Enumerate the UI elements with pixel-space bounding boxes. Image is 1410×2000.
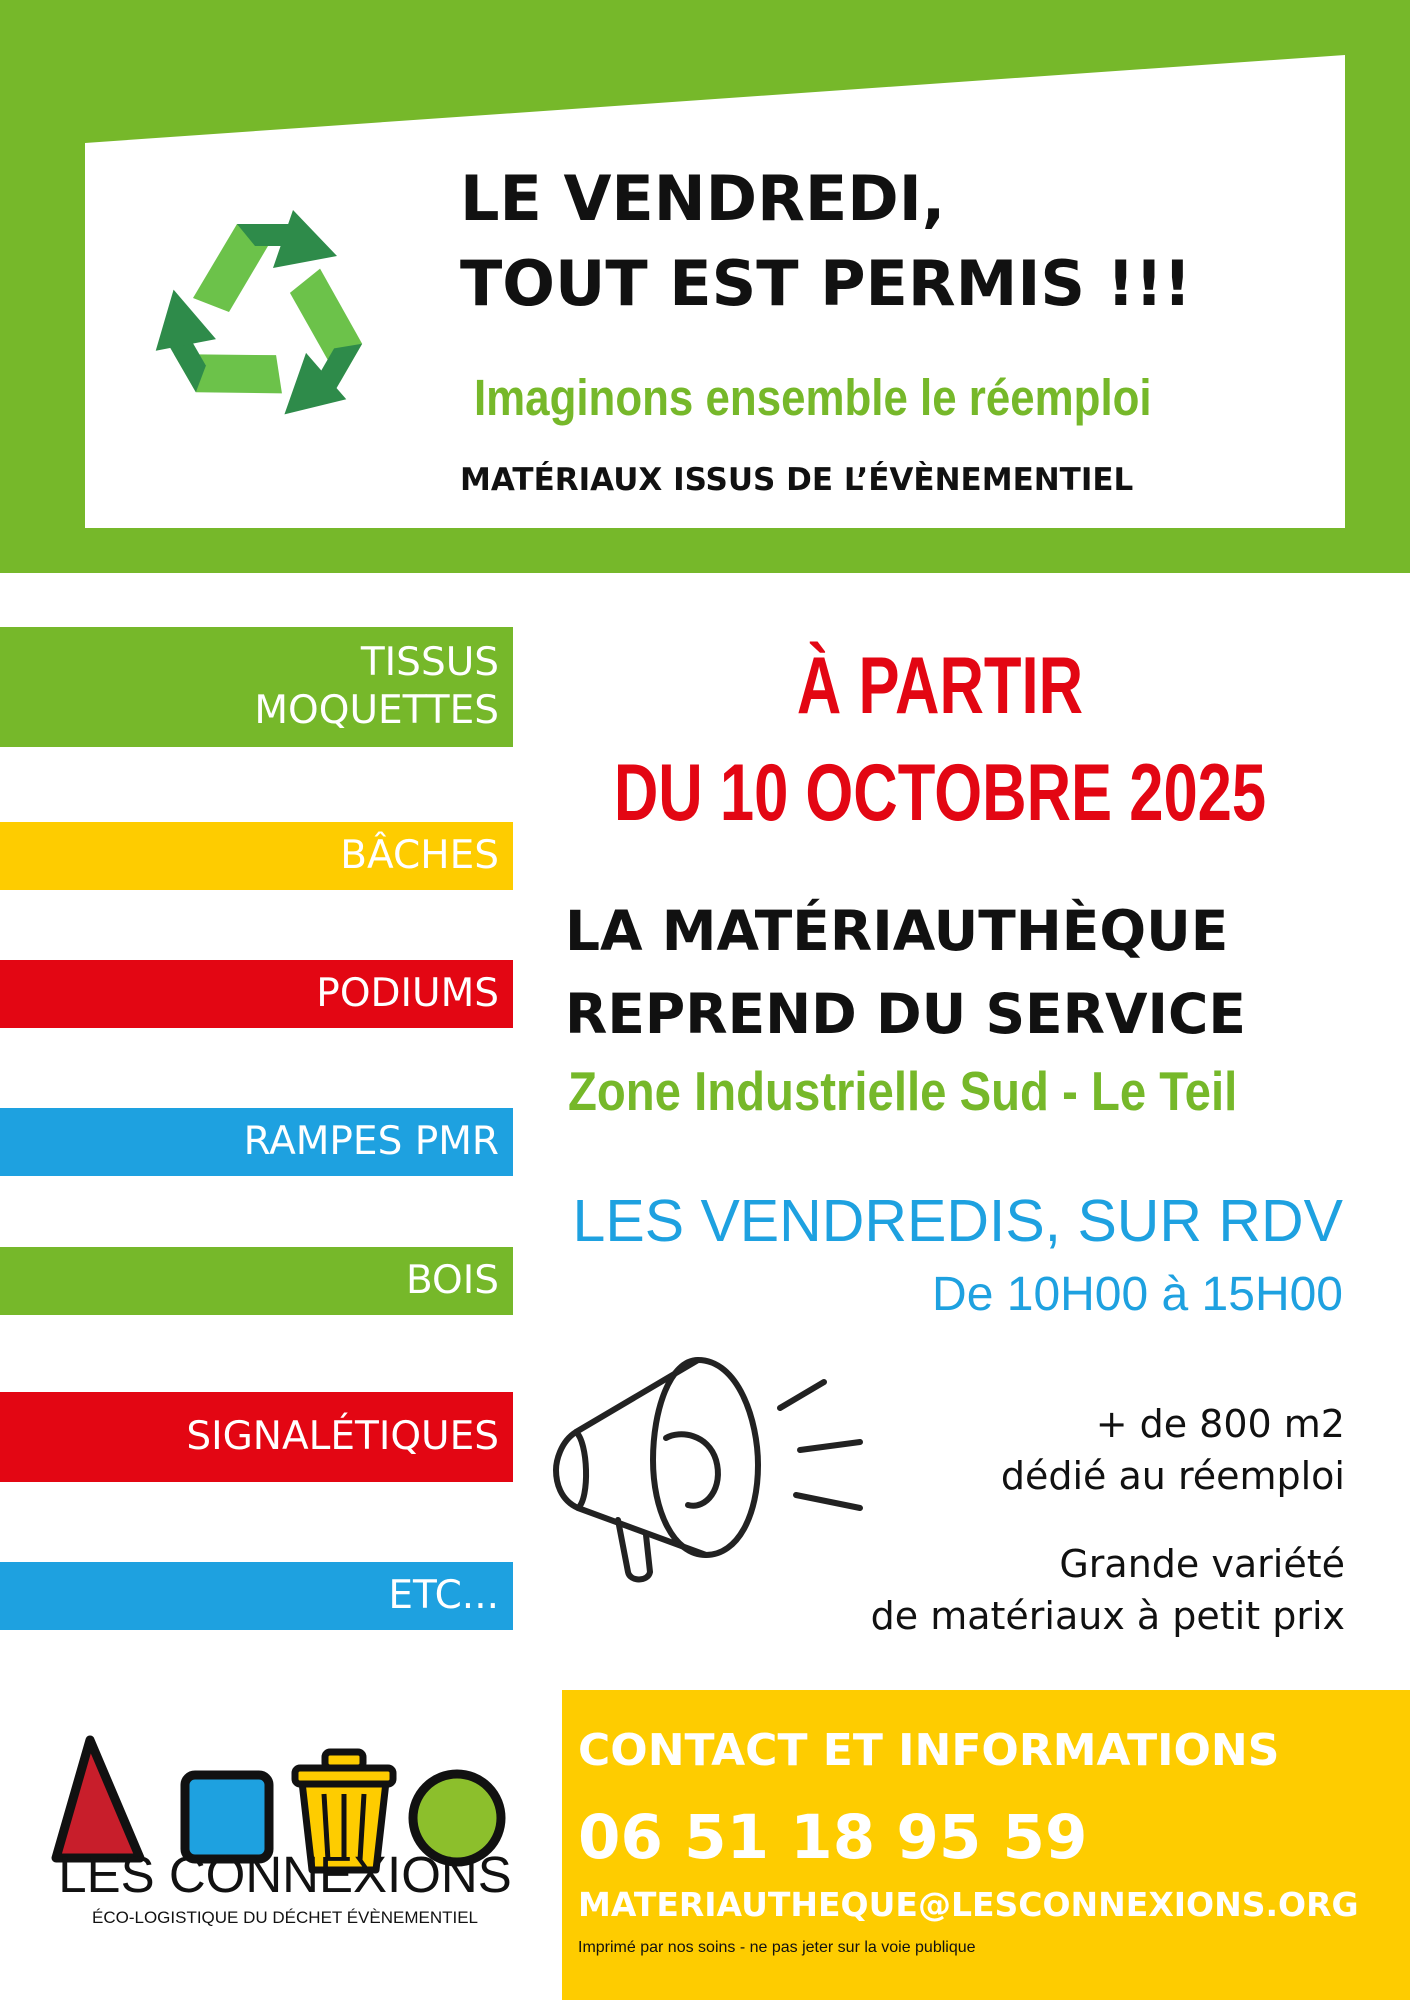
- category-label: MOQUETTES: [254, 688, 499, 733]
- category-bar-tissus: [0, 627, 513, 747]
- category-bar-etc: [0, 1562, 513, 1630]
- footer-note: Imprimé par nos soins - ne pas jeter sur la voie publique: [578, 1939, 976, 1956]
- category-bar-baches: [0, 822, 513, 890]
- contact-phone[interactable]: 06 51 18 95 59: [578, 1802, 1088, 1873]
- category-bar-rampes: [0, 1108, 513, 1176]
- contact-email[interactable]: MATERIAUTHEQUE@LESCONNEXIONS.ORG: [578, 1885, 1359, 1924]
- variety-info: Grande variété: [1059, 1542, 1345, 1586]
- opening-hours: De 10H00 à 15H00: [932, 1268, 1343, 1321]
- category-label: BÂCHES: [340, 833, 499, 878]
- category-label: PODIUMS: [316, 971, 499, 1016]
- recycle-icon: [130, 185, 400, 455]
- materials-source-line: MATÉRIAUX ISSUS DE L’ÉVÈNEMENTIEL: [460, 462, 1134, 498]
- category-label: RAMPES PMR: [243, 1119, 499, 1164]
- service-line-2: REPREND DU SERVICE: [565, 982, 1246, 1046]
- start-date-line-1: À PARTIR: [796, 641, 1084, 731]
- headline-line-1: LE VENDREDI,: [460, 162, 946, 235]
- start-date-line-2: DU 10 OCTOBRE 2025: [613, 748, 1267, 838]
- category-bar-bois: [0, 1247, 513, 1315]
- surface-info: + de 800 m2: [1095, 1402, 1345, 1446]
- category-label: SIGNALÉTIQUES: [186, 1414, 499, 1459]
- les-connexions-logo: [50, 1685, 520, 1945]
- location: Zone Industrielle Sud - Le Teil: [568, 1060, 1238, 1122]
- logo-name: LES CONNEXIONS: [58, 1846, 512, 1903]
- category-label: BOIS: [405, 1258, 499, 1303]
- headline-line-2: TOUT EST PERMIS !!!: [460, 247, 1192, 320]
- category-bar-signaletiques: [0, 1392, 513, 1482]
- category-bar-podiums: [0, 960, 513, 1028]
- subline: Imaginons ensemble le réemploi: [474, 369, 1152, 426]
- variety-info-detail: de matériaux à petit prix: [870, 1594, 1345, 1638]
- category-label: TISSUS: [360, 640, 499, 685]
- surface-info-detail: dédié au réemploi: [1000, 1454, 1345, 1498]
- category-label: ETC...: [388, 1573, 499, 1618]
- contact-title: CONTACT ET INFORMATIONS: [578, 1725, 1280, 1776]
- service-line-1: LA MATÉRIAUTHÈQUE: [565, 899, 1229, 963]
- opening-days: LES VENDREDIS, SUR RDV: [572, 1188, 1343, 1254]
- logo-tagline: ÉCO-LOGISTIQUE DU DÉCHET ÉVÈNEMENTIEL: [91, 1908, 479, 1927]
